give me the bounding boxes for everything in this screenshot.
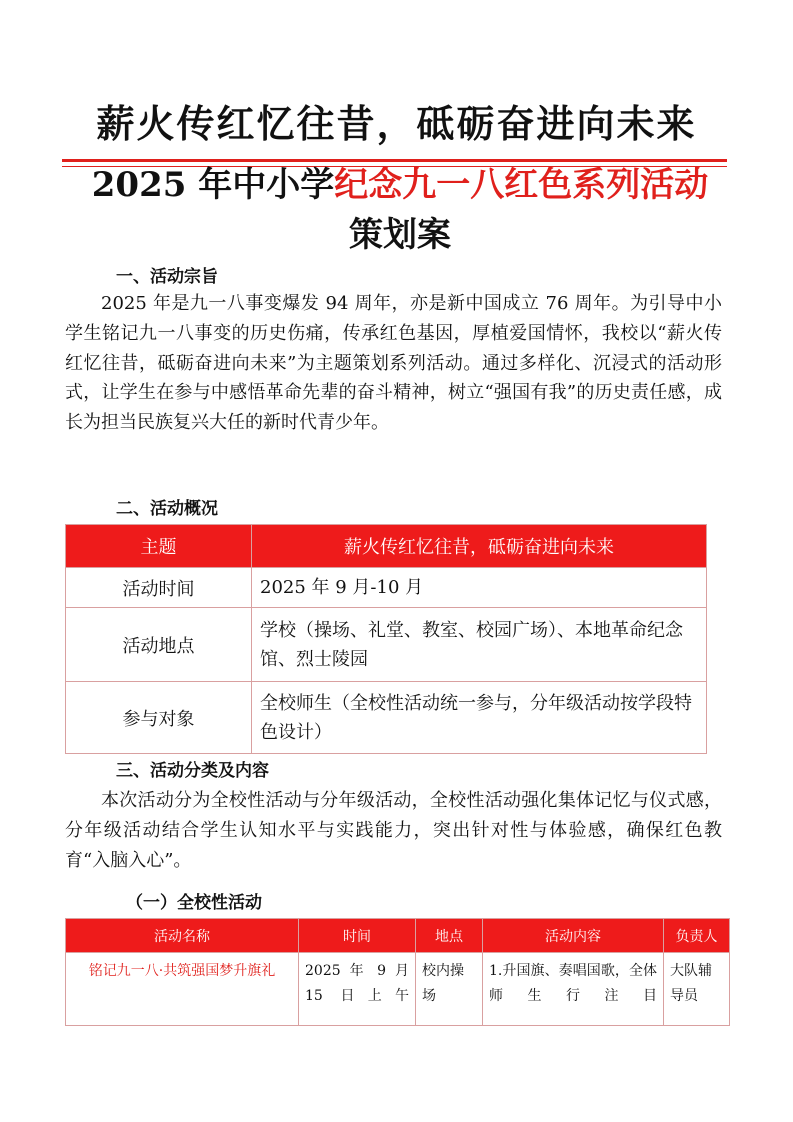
row-label: 活动地点 <box>66 608 252 682</box>
table-header-cell: 活动内容 <box>483 919 664 953</box>
table-header-cell: 地点 <box>416 919 483 953</box>
subtitle-suffix: 策划案 <box>349 215 451 255</box>
table-header-cell: 时间 <box>299 919 416 953</box>
table-header-row <box>66 525 707 568</box>
content-paragraph: 本次活动分为全校性活动与分年级活动，全校性活动强化集体记忆与仪式感，分年级活动结合学生认知水平与实践能力，突出针对性与体验感，确保红色教育“入脑入心”。 <box>65 790 722 871</box>
row-value: 全校师生（全校性活动统一参与，分年级活动按学段特色设计） <box>252 682 707 754</box>
activity-owner: 大队辅导员 <box>664 953 730 1026</box>
activity-name: 铭记九一八·共筑强国梦升旗礼 <box>66 953 299 1026</box>
subtitle-highlight: 纪念九一八红色系列活动 <box>334 165 709 205</box>
row-value: 学校（操场、礼堂、教室、校园广场）、本地革命纪念馆、烈士陵园 <box>252 608 707 682</box>
document-title: 薪火传红忆往昔，砥砺奋进向未来 <box>96 101 697 146</box>
sub-heading-schoolwide: （一）全校性活动 <box>126 893 262 913</box>
activity-location: 校内操场 <box>416 953 483 1026</box>
table-row <box>66 682 707 754</box>
row-label: 活动时间 <box>66 568 252 608</box>
subtitle-prefix: 2025 年中小学 <box>91 165 335 205</box>
document-subtitle <box>80 160 720 260</box>
table-header-cell: 薪火传红忆往昔，砥砺奋进向未来 <box>252 525 707 568</box>
table-row <box>66 608 707 682</box>
schoolwide-activities-table <box>65 918 730 1026</box>
section-heading-overview: 二、活动概况 <box>116 499 218 519</box>
activity-content: 1.升国旗、奏唱国歌，全体师生行注目 <box>483 953 664 1026</box>
table-header-cell: 主题 <box>66 525 252 568</box>
table-row <box>66 953 730 1026</box>
overview-table <box>65 524 707 754</box>
table-header-cell: 活动名称 <box>66 919 299 953</box>
section-heading-content: 三、活动分类及内容 <box>116 761 269 781</box>
table-header-row <box>66 919 730 953</box>
table-row <box>66 568 707 608</box>
section-heading-purpose: 一、活动宗旨 <box>116 267 218 287</box>
purpose-paragraph: 2025 年是九一八事变爆发 94 周年，亦是新中国成立 76 周年。为引导中小学生铭记九一八事变的历史伤痛，传承红色基因，厚植爱国情怀，我校以“薪火传红忆往昔，砥砺奋进向未来”为主题策划系列活动。通过多样化、沉浸式的活动形式，让学生在参与中感悟革命先辈的奋斗精神，树立“强国有我”的历史责任感，成长为担当民族复兴大任的新时代青少年。 <box>65 293 722 434</box>
activity-time: 2025 年 9 月 15 日上午 <box>299 953 416 1026</box>
row-label: 参与对象 <box>66 682 252 754</box>
row-value: 2025 年 9 月-10 月 <box>252 568 707 608</box>
table-header-cell: 负责人 <box>664 919 730 953</box>
